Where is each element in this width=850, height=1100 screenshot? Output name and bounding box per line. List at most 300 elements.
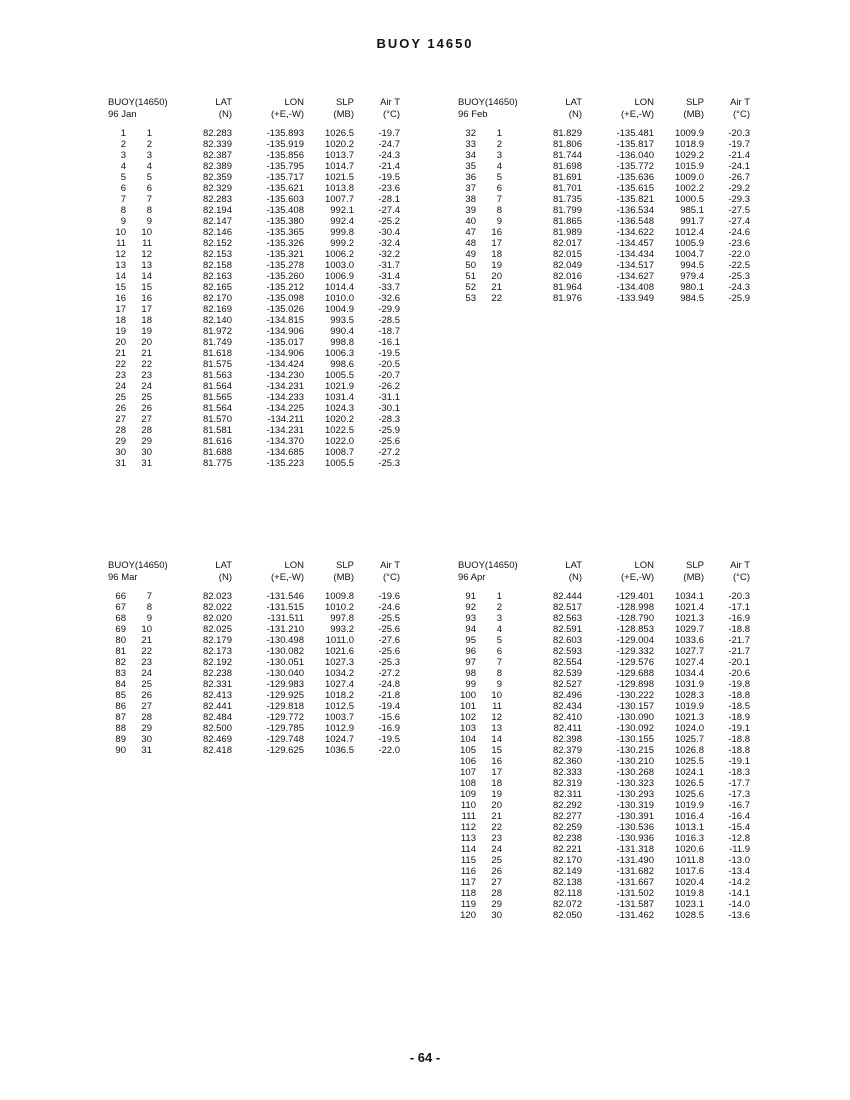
record-id-cell: 36 (465, 172, 476, 183)
lon-cell: -130.157 (616, 701, 654, 712)
lat-cell: 82.444 (552, 591, 582, 602)
slp-cell: 1014.4 (324, 282, 354, 293)
day-cell: 21 (491, 282, 502, 293)
lat-cell: 82.500 (202, 723, 232, 734)
lon-cell: -131.462 (616, 910, 654, 921)
table-row (100, 172, 400, 183)
lat-cell: 82.484 (202, 712, 232, 723)
day-cell: 29 (141, 436, 152, 447)
day-cell: 2 (496, 139, 502, 150)
lat-cell: 81.964 (552, 282, 582, 293)
table-row (450, 205, 750, 216)
spacer-cell (100, 583, 400, 591)
lon-cell: -135.717 (266, 172, 304, 183)
air-temp-cell: -19.5 (378, 348, 400, 359)
table-row (450, 624, 750, 635)
slp-cell: 1036.5 (324, 745, 354, 756)
slp-cell: 993.5 (330, 315, 354, 326)
lat-cell: 81.701 (552, 183, 582, 194)
air-temp-cell: -19.6 (378, 591, 400, 602)
table-row (100, 161, 400, 172)
lon-cell: -130.092 (616, 723, 654, 734)
lon-cell: -135.821 (616, 194, 654, 205)
slp-cell: 1026.5 (674, 778, 704, 789)
lat-cell: 82.311 (553, 789, 582, 800)
slp-cell: 1034.2 (324, 668, 354, 679)
lat-cell: 82.527 (552, 679, 582, 690)
record-id-cell: 101 (460, 701, 476, 712)
record-id-cell: 97 (465, 657, 476, 668)
lon-cell: -129.004 (616, 635, 654, 646)
lon-cell: -134.225 (266, 403, 304, 414)
table-row (450, 866, 750, 877)
lon-cell: -131.587 (616, 899, 654, 910)
table-row (450, 789, 750, 800)
table-row (100, 249, 400, 260)
record-id-cell: 88 (115, 723, 126, 734)
air-temp-cell: -23.6 (378, 183, 400, 194)
day-cell: 21 (141, 635, 152, 646)
slp-cell: 1005.5 (324, 370, 354, 381)
lat-cell: 82.170 (202, 293, 232, 304)
record-id-cell: 22 (115, 359, 126, 370)
day-cell: 3 (146, 150, 152, 161)
table-row (450, 833, 750, 844)
air-temp-cell: -27.5 (728, 205, 750, 216)
lat-cell: 82.170 (552, 855, 582, 866)
day-cell: 16 (141, 293, 152, 304)
table-row (450, 778, 750, 789)
table-row (450, 910, 750, 921)
day-cell: 23 (491, 833, 502, 844)
slp-cell: 1027.7 (674, 646, 704, 657)
air-temp-cell: -11.9 (729, 844, 750, 855)
lat-cell: 82.329 (202, 183, 232, 194)
lat-cell: 82.411 (553, 723, 582, 734)
table-row (100, 194, 400, 205)
record-id-cell: 7 (120, 194, 126, 205)
table-row (100, 447, 400, 458)
lon-cell: -128.790 (616, 613, 654, 624)
day-cell: 10 (141, 624, 152, 635)
lon-cell: -129.625 (266, 745, 304, 756)
day-cell: 8 (496, 668, 502, 679)
air-temp-cell: -19.4 (378, 701, 400, 712)
day-cell: 20 (141, 337, 152, 348)
column-header-lat: LAT (565, 97, 582, 108)
record-id-cell: 52 (465, 282, 476, 293)
record-id-cell: 15 (115, 282, 126, 293)
lat-cell: 82.360 (552, 756, 582, 767)
unit-slp: (MB) (333, 571, 354, 583)
day-cell: 30 (491, 910, 502, 921)
air-temp-cell: -27.6 (378, 635, 400, 646)
record-id-cell: 3 (120, 150, 126, 161)
air-temp-cell: -20.6 (728, 668, 750, 679)
slp-cell: 1011.0 (325, 635, 354, 646)
table-row (450, 183, 750, 194)
lon-cell: -130.268 (616, 767, 654, 778)
air-temp-cell: -18.8 (728, 624, 750, 635)
slp-cell: 1003.7 (324, 712, 354, 723)
column-header-lon: LON (634, 560, 654, 571)
lat-cell: 82.147 (202, 216, 232, 227)
record-id-cell: 50 (465, 260, 476, 271)
day-cell: 8 (146, 205, 152, 216)
page-title: BUOY 14650 (376, 36, 474, 51)
air-temp-cell: -25.3 (378, 458, 400, 469)
record-id-cell: 110 (460, 800, 476, 811)
lon-cell: -134.231 (266, 425, 304, 436)
record-id-cell: 31 (115, 458, 126, 469)
air-temp-cell: -25.9 (728, 293, 750, 304)
slp-cell: 1021.6 (324, 646, 354, 657)
record-id-cell: 84 (115, 679, 126, 690)
lat-cell: 82.152 (202, 238, 232, 249)
day-cell: 26 (491, 866, 502, 877)
unit-lon: (+E,-W) (271, 108, 304, 120)
lon-cell: -135.260 (266, 271, 304, 282)
day-cell: 21 (491, 811, 502, 822)
lat-cell: 81.698 (552, 161, 582, 172)
slp-cell: 1025.6 (674, 789, 704, 800)
table-row (100, 668, 400, 679)
table-row (450, 282, 750, 293)
table-row (100, 425, 400, 436)
lon-cell: -134.815 (266, 315, 304, 326)
column-header-lat: LAT (565, 560, 582, 571)
header-row-units (100, 109, 400, 121)
lat-cell: 81.565 (202, 392, 232, 403)
slp-cell: 985.1 (680, 205, 704, 216)
record-id-cell: 2 (120, 139, 126, 150)
slp-cell: 1006.3 (324, 348, 354, 359)
lat-cell: 81.744 (552, 150, 582, 161)
lon-cell: -129.772 (266, 712, 304, 723)
record-id-cell: 6 (120, 183, 126, 194)
period-label: 96 Jan (108, 108, 137, 120)
slp-cell: 994.5 (680, 260, 704, 271)
record-id-cell: 119 (460, 899, 476, 910)
air-temp-cell: -19.8 (728, 679, 750, 690)
lat-cell: 82.277 (552, 811, 582, 822)
table-row (100, 734, 400, 745)
air-temp-cell: -29.3 (728, 194, 750, 205)
air-temp-cell: -19.7 (728, 139, 750, 150)
air-temp-cell: -17.3 (728, 789, 750, 800)
table-row (450, 899, 750, 910)
record-id-cell: 32 (465, 128, 476, 139)
air-temp-cell: -27.4 (378, 205, 400, 216)
record-id-cell: 115 (460, 855, 476, 866)
slp-cell: 1012.4 (674, 227, 704, 238)
day-cell: 8 (146, 602, 152, 613)
day-cell: 19 (491, 789, 502, 800)
lat-cell: 81.564 (202, 381, 232, 392)
table-row (100, 745, 400, 756)
header-row (450, 97, 750, 109)
day-cell: 4 (496, 161, 502, 172)
table-row (450, 249, 750, 260)
record-id-cell: 21 (115, 348, 126, 359)
lon-cell: -135.098 (266, 293, 304, 304)
lon-cell: -135.481 (616, 128, 654, 139)
unit-lat: (N) (218, 571, 232, 583)
table-row (100, 392, 400, 403)
slp-cell: 984.5 (680, 293, 704, 304)
lon-cell: -130.222 (616, 690, 654, 701)
day-cell: 9 (146, 216, 152, 227)
table-row (100, 690, 400, 701)
record-id-cell: 80 (115, 635, 126, 646)
slp-cell: 999.8 (330, 227, 354, 238)
air-temp-cell: -18.7 (378, 326, 400, 337)
record-id-cell: 28 (115, 425, 126, 436)
day-cell: 14 (491, 734, 502, 745)
lon-cell: -129.332 (616, 646, 654, 657)
record-id-cell: 89 (115, 734, 126, 745)
lat-cell: 82.118 (553, 888, 582, 899)
slp-cell: 1003.0 (324, 260, 354, 271)
lat-cell: 81.976 (552, 293, 582, 304)
day-cell: 9 (496, 679, 502, 690)
lat-cell: 81.570 (202, 414, 232, 425)
air-temp-cell: -18.5 (728, 701, 750, 712)
table-row (100, 205, 400, 216)
day-cell: 1 (146, 128, 152, 139)
record-id-cell: 100 (460, 690, 476, 701)
record-id-cell: 5 (120, 172, 126, 183)
day-cell: 26 (141, 403, 152, 414)
record-id-cell: 38 (465, 194, 476, 205)
lat-cell: 82.389 (202, 161, 232, 172)
unit-lat: (N) (568, 571, 582, 583)
lat-cell: 82.441 (202, 701, 232, 712)
record-id-cell: 14 (115, 271, 126, 282)
air-temp-cell: -16.1 (378, 337, 400, 348)
air-temp-cell: -24.3 (728, 282, 750, 293)
record-id-cell: 17 (115, 304, 126, 315)
air-temp-cell: -27.4 (728, 216, 750, 227)
lon-cell: -133.949 (616, 293, 654, 304)
air-temp-cell: -25.6 (378, 624, 400, 635)
lat-cell: 81.989 (552, 227, 582, 238)
air-temp-cell: -18.8 (728, 690, 750, 701)
slp-cell: 1006.2 (324, 249, 354, 260)
day-cell: 11 (142, 238, 152, 249)
record-id-cell: 12 (115, 249, 126, 260)
data-table (450, 97, 750, 304)
lon-cell: -130.936 (616, 833, 654, 844)
record-id-cell: 94 (465, 624, 476, 635)
period-label: 96 Apr (458, 571, 486, 583)
air-temp-cell: -19.5 (378, 172, 400, 183)
lon-cell: -129.983 (266, 679, 304, 690)
slp-cell: 1023.1 (674, 899, 704, 910)
lon-cell: -135.856 (266, 150, 304, 161)
table-row (100, 635, 400, 646)
record-id-cell: 113 (460, 833, 476, 844)
day-cell: 17 (491, 238, 502, 249)
table-row (100, 591, 400, 602)
table-row (450, 844, 750, 855)
unit-air: (°C) (383, 108, 400, 120)
lon-cell: -134.231 (266, 381, 304, 392)
air-temp-cell: -24.1 (728, 161, 750, 172)
lat-cell: 82.072 (552, 899, 582, 910)
lon-cell: -135.321 (266, 249, 304, 260)
slp-cell: 1022.0 (324, 436, 354, 447)
lat-cell: 82.194 (202, 205, 232, 216)
slp-cell: 992.4 (330, 216, 354, 227)
day-cell: 6 (496, 183, 502, 194)
lon-cell: -134.230 (266, 370, 304, 381)
day-cell: 13 (141, 260, 152, 271)
column-header-lat: LAT (215, 97, 232, 108)
slp-cell: 1012.9 (324, 723, 354, 734)
lon-cell: -134.211 (267, 414, 304, 425)
slp-cell: 992.1 (330, 205, 354, 216)
period-label: 96 Mar (108, 571, 138, 583)
record-id-cell: 39 (465, 205, 476, 216)
record-id-cell: 4 (120, 161, 126, 172)
column-header-lon: LON (284, 560, 304, 571)
slp-cell: 1015.9 (674, 161, 704, 172)
air-temp-cell: -28.1 (378, 194, 400, 205)
air-temp-cell: -21.8 (378, 690, 400, 701)
slp-cell: 1005.5 (324, 458, 354, 469)
lon-cell: -135.636 (616, 172, 654, 183)
air-temp-cell: -24.3 (378, 150, 400, 161)
lat-cell: 81.564 (202, 403, 232, 414)
air-temp-cell: -14.0 (728, 899, 750, 910)
table-row (450, 855, 750, 866)
lon-cell: -129.785 (266, 723, 304, 734)
lat-cell: 82.221 (552, 844, 582, 855)
air-temp-cell: -25.2 (378, 216, 400, 227)
slp-cell: 1019.9 (674, 701, 704, 712)
day-cell: 20 (491, 271, 502, 282)
lon-cell: -135.326 (266, 238, 304, 249)
air-temp-cell: -13.0 (728, 855, 750, 866)
day-cell: 15 (141, 282, 152, 293)
air-temp-cell: -17.1 (728, 602, 750, 613)
table-row (450, 161, 750, 172)
day-cell: 5 (496, 635, 502, 646)
lat-cell: 82.413 (202, 690, 232, 701)
lon-cell: -129.748 (266, 734, 304, 745)
slp-cell: 1028.3 (674, 690, 704, 701)
day-cell: 28 (141, 712, 152, 723)
unit-lon: (+E,-W) (621, 108, 654, 120)
air-temp-cell: -12.8 (728, 833, 750, 844)
table-row (100, 723, 400, 734)
record-id-cell: 103 (460, 723, 476, 734)
table-jan (100, 97, 400, 469)
lon-cell: -135.017 (266, 337, 304, 348)
table-row (450, 128, 750, 139)
day-cell: 25 (141, 392, 152, 403)
day-cell: 31 (141, 458, 152, 469)
air-temp-cell: -16.9 (728, 613, 750, 624)
record-id-cell: 53 (465, 293, 476, 304)
day-cell: 6 (496, 646, 502, 657)
data-table (450, 560, 750, 921)
day-cell: 16 (491, 756, 502, 767)
record-id-cell: 25 (115, 392, 126, 403)
table-row (450, 756, 750, 767)
lat-cell: 81.806 (552, 139, 582, 150)
slp-cell: 1026.5 (324, 128, 354, 139)
header-row (100, 560, 400, 572)
table-row (100, 701, 400, 712)
record-id-cell: 99 (465, 679, 476, 690)
lon-cell: -131.318 (616, 844, 654, 855)
lon-cell: -129.898 (616, 679, 654, 690)
day-cell: 16 (491, 227, 502, 238)
record-id-cell: 8 (120, 205, 126, 216)
record-id-cell: 48 (465, 238, 476, 249)
table-row (450, 613, 750, 624)
table-row (450, 690, 750, 701)
lat-cell: 81.775 (202, 458, 232, 469)
header-row-units (450, 109, 750, 121)
table-row (450, 150, 750, 161)
lat-cell: 81.688 (202, 447, 232, 458)
lat-cell: 82.149 (552, 866, 582, 877)
day-cell: 22 (491, 293, 502, 304)
record-id-cell: 49 (465, 249, 476, 260)
day-cell: 2 (146, 139, 152, 150)
lon-cell: -134.685 (266, 447, 304, 458)
lat-cell: 81.829 (552, 128, 582, 139)
slp-cell: 1004.7 (674, 249, 704, 260)
lon-cell: -134.457 (616, 238, 654, 249)
record-id-cell: 96 (465, 646, 476, 657)
air-temp-cell: -24.6 (378, 602, 400, 613)
lon-cell: -130.536 (616, 822, 654, 833)
record-id-cell: 51 (465, 271, 476, 282)
table-row (100, 326, 400, 337)
lat-cell: 82.603 (552, 635, 582, 646)
air-temp-cell: -24.6 (728, 227, 750, 238)
table-row (100, 712, 400, 723)
lon-cell: -130.498 (266, 635, 304, 646)
data-table (100, 97, 400, 469)
record-id-cell: 69 (115, 624, 126, 635)
day-cell: 2 (496, 602, 502, 613)
slp-cell: 1014.7 (324, 161, 354, 172)
day-cell: 19 (141, 326, 152, 337)
lat-cell: 82.165 (202, 282, 232, 293)
slp-cell: 1013.8 (324, 183, 354, 194)
column-header-lon: LON (284, 97, 304, 108)
air-temp-cell: -20.3 (728, 591, 750, 602)
slp-cell: 1025.7 (674, 734, 704, 745)
slp-cell: 1011.8 (675, 855, 704, 866)
slp-cell: 1009.9 (674, 128, 704, 139)
day-cell: 29 (491, 899, 502, 910)
air-temp-cell: -19.1 (728, 723, 750, 734)
lat-cell: 82.023 (202, 591, 232, 602)
record-id-cell: 90 (115, 745, 126, 756)
record-id-cell: 9 (120, 216, 126, 227)
air-temp-cell: -33.7 (378, 282, 400, 293)
table-row (100, 304, 400, 315)
lat-cell: 82.418 (202, 745, 232, 756)
air-temp-cell: -18.8 (728, 745, 750, 756)
day-cell: 6 (146, 183, 152, 194)
